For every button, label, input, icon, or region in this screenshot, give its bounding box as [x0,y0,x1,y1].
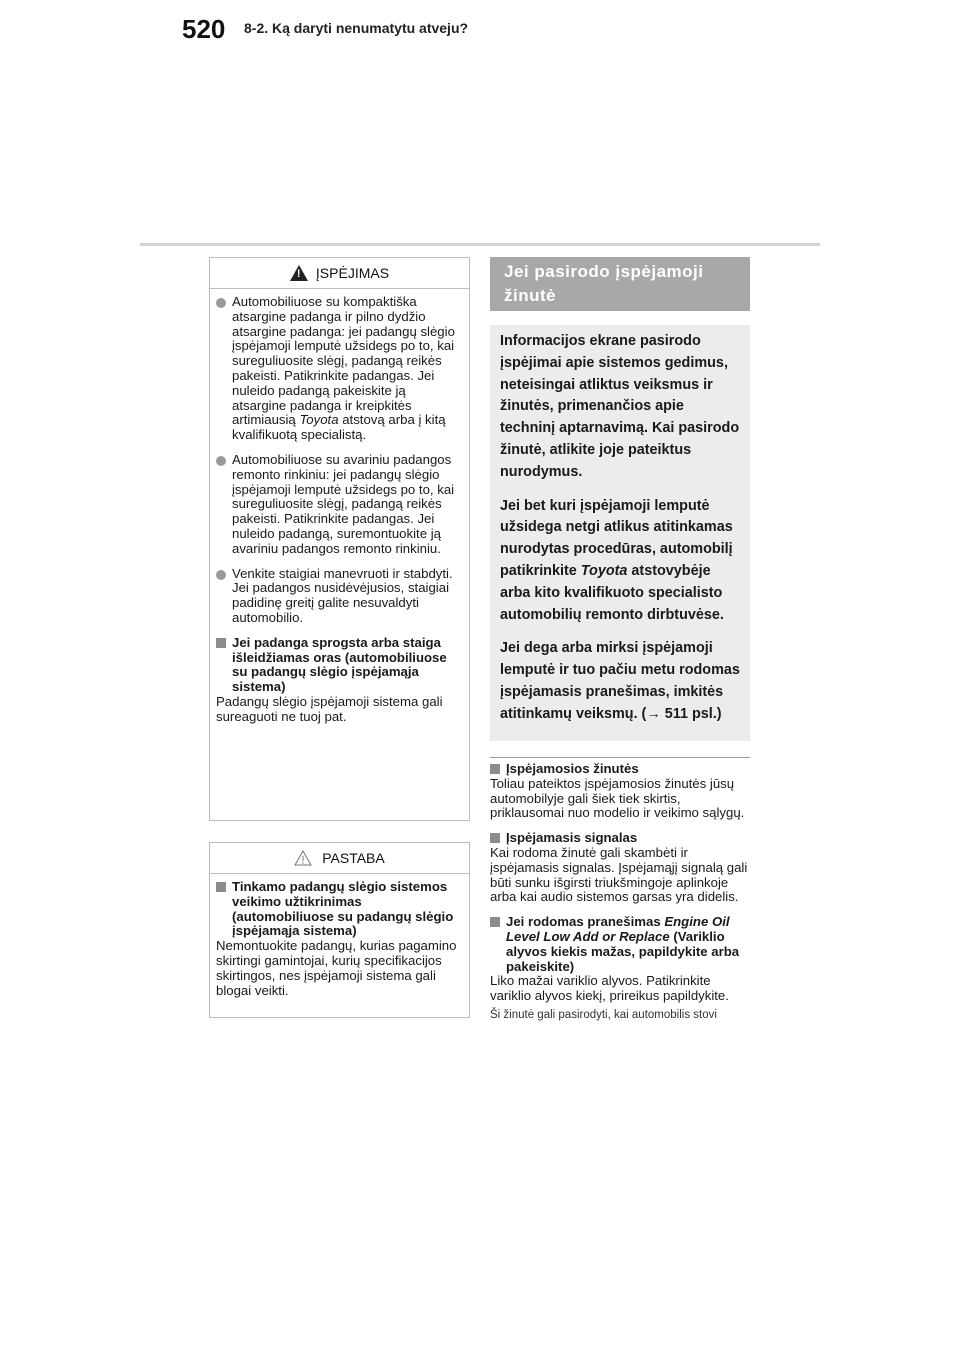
right-heading [490,762,752,777]
square-bullet-icon [490,917,500,927]
right-heading [490,915,752,974]
note-box [209,842,470,1018]
info-paragraph: Jei dega arba mirksi įspėjamoji lemputė ir tuo pačiu metu rodomas įspėjamasis pranešimas, imkitės atitinkamų veiksmų. (→ 511 psl.) [500,640,740,722]
square-bullet-icon [216,882,226,892]
caution-triangle-icon [294,850,312,866]
page-header [182,14,822,54]
warning-bullet [216,295,461,443]
right-column [490,762,752,1033]
right-divider [490,757,750,758]
info-text: Jei bet kuri įspėjamoji lemputė užsidega netgi atlikus atitinkamas nurodytas procedūras, automobilį patikrinkite [500,497,733,579]
heading-text: Įspėjamasis signalas [506,830,638,846]
right-section [490,915,752,1023]
subheading-text: Jei padanga sprogsta arba staiga išleidžiamas oras (automobiliuose su padangų slėgio įspėjamąja sistema) [232,634,447,695]
bullet-dot-icon [216,298,226,308]
warning-box-header [210,258,469,289]
square-bullet-icon [490,833,500,843]
warning-title: ĮSPĖJIMAS [315,265,390,281]
bullet-text: Automobiliuose su kompaktiška atsargine padanga ir pilno dydžio atsargine padanga: jei padangų slėgio įspėjamoji lemputė užsidegs po to, kai sureguliuosite slėgį, padangą reikės pakeisti. Patikrinkite padangas. Jei nuleido padangą pakeiskite ją atsargine padanga ir kreipkitės artimiausią [232,294,455,428]
warning-box [209,257,470,821]
note-subtext: Nemontuokite padangų, kurias pagamino skirtingi gamintojai, kurių specifikacijos skirtingos, nes įspėjamoji sistema gali blogai veikti. [216,938,457,998]
info-text: atstovybėje arba kito kvalifikuoto specialisto automobilių remonto dirbtuvėse. [500,562,724,623]
bullet-text-tail: atstovą arba į kitą kvalifikuotą specialistą. [232,412,446,443]
right-section [490,831,752,905]
heading-text: Jei rodomas pranešimas [506,914,665,930]
bullet-text: Venkite staigiai manevruoti ir stabdyti. Jei padangos nusidėvėjusios, staigiai padidinę greitį galite nesuvaldyti automobilio. [232,565,453,625]
bullet-text: Automobiliuose su avariniu padangos remonto rinkiniu: jei padangų slėgio įspėjamoji lemputė užsidegs po to, kai sureguliuosite slėgį, padangą reikės pakeisti. Patikrinkite padangas. Jei nuleido padangą, suremontuokite ją avariniu padangos remonto rinkiniu. [232,451,455,556]
subheading-text: Tinkamo padangų slėgio sistemos veikimo užtikrinimas (automobiliuose su padangų slėgio įspėjamąja sistema) [232,879,454,939]
warning-bullet [216,567,461,626]
section-banner: Jei pasirodo įspėjamoji žinutė [490,257,750,311]
note-subheading [216,880,461,939]
info-paragraph [500,496,740,627]
page-number: 520 [182,14,226,44]
section-title: 8-2. Ką daryti nenumatytu atveju? [244,20,469,36]
bullet-dot-icon [216,570,226,580]
heading-text: Įspėjamosios žinutės [506,761,639,776]
brand-name: Toyota [299,412,339,428]
warning-subtext: Padangų slėgio įspėjamoji sistema gali sureaguoti ne tuoj pat. [216,693,443,724]
right-text: Liko mažai variklio alyvos. Patikrinkite variklio alyvos kiekį, prireikus papildykite. [490,973,729,1004]
right-text: Kai rodoma žinutė gali skambėti ir įspėjamasis signalas. Įspėjamąjį signalą gali būti sunku išgirsti triukšmingoje aplinkoje arba kai audio sistemos garsas yra didelis. [490,844,748,905]
warning-box-body [210,289,469,733]
right-heading [490,831,752,846]
right-note: Ši žinutė gali pasirodyti, kai automobilis stovi [490,1008,717,1021]
note-title: PASTABA [322,850,385,866]
note-box-body [210,874,469,1006]
note-box-header [210,843,469,874]
warning-bullet [216,453,461,557]
square-bullet-icon [490,764,500,774]
heading-text: (Variklio alyvos kiekis mažas, papildykite arba pakeiskite) [506,928,740,974]
header-divider [140,243,820,246]
brand-name: Toyota [580,562,628,579]
info-box [490,325,750,741]
square-bullet-icon [216,638,226,648]
info-paragraph: Informacijos ekrane pasirodo įspėjimai apie sistemos gedimus, neteisingai atliktus veiksmus ir žinutės, primenančios apie techninį aptarnavimą. Kai pasirodo žinutė, atlikite joje pateiktus nurodymus. [500,333,740,480]
warning-subheading [216,636,461,695]
right-text: Toliau pateiktos įspėjamosios žinutės jūsų automobilyje gali šiek tiek skirtis, priklausomai nuo modelio ir veikimo sąlygų. [490,775,745,821]
message-name: Engine Oil Level Low Add or Replace [506,914,730,944]
right-section [490,762,752,821]
bullet-dot-icon [216,456,226,466]
warning-triangle-icon [290,265,308,281]
